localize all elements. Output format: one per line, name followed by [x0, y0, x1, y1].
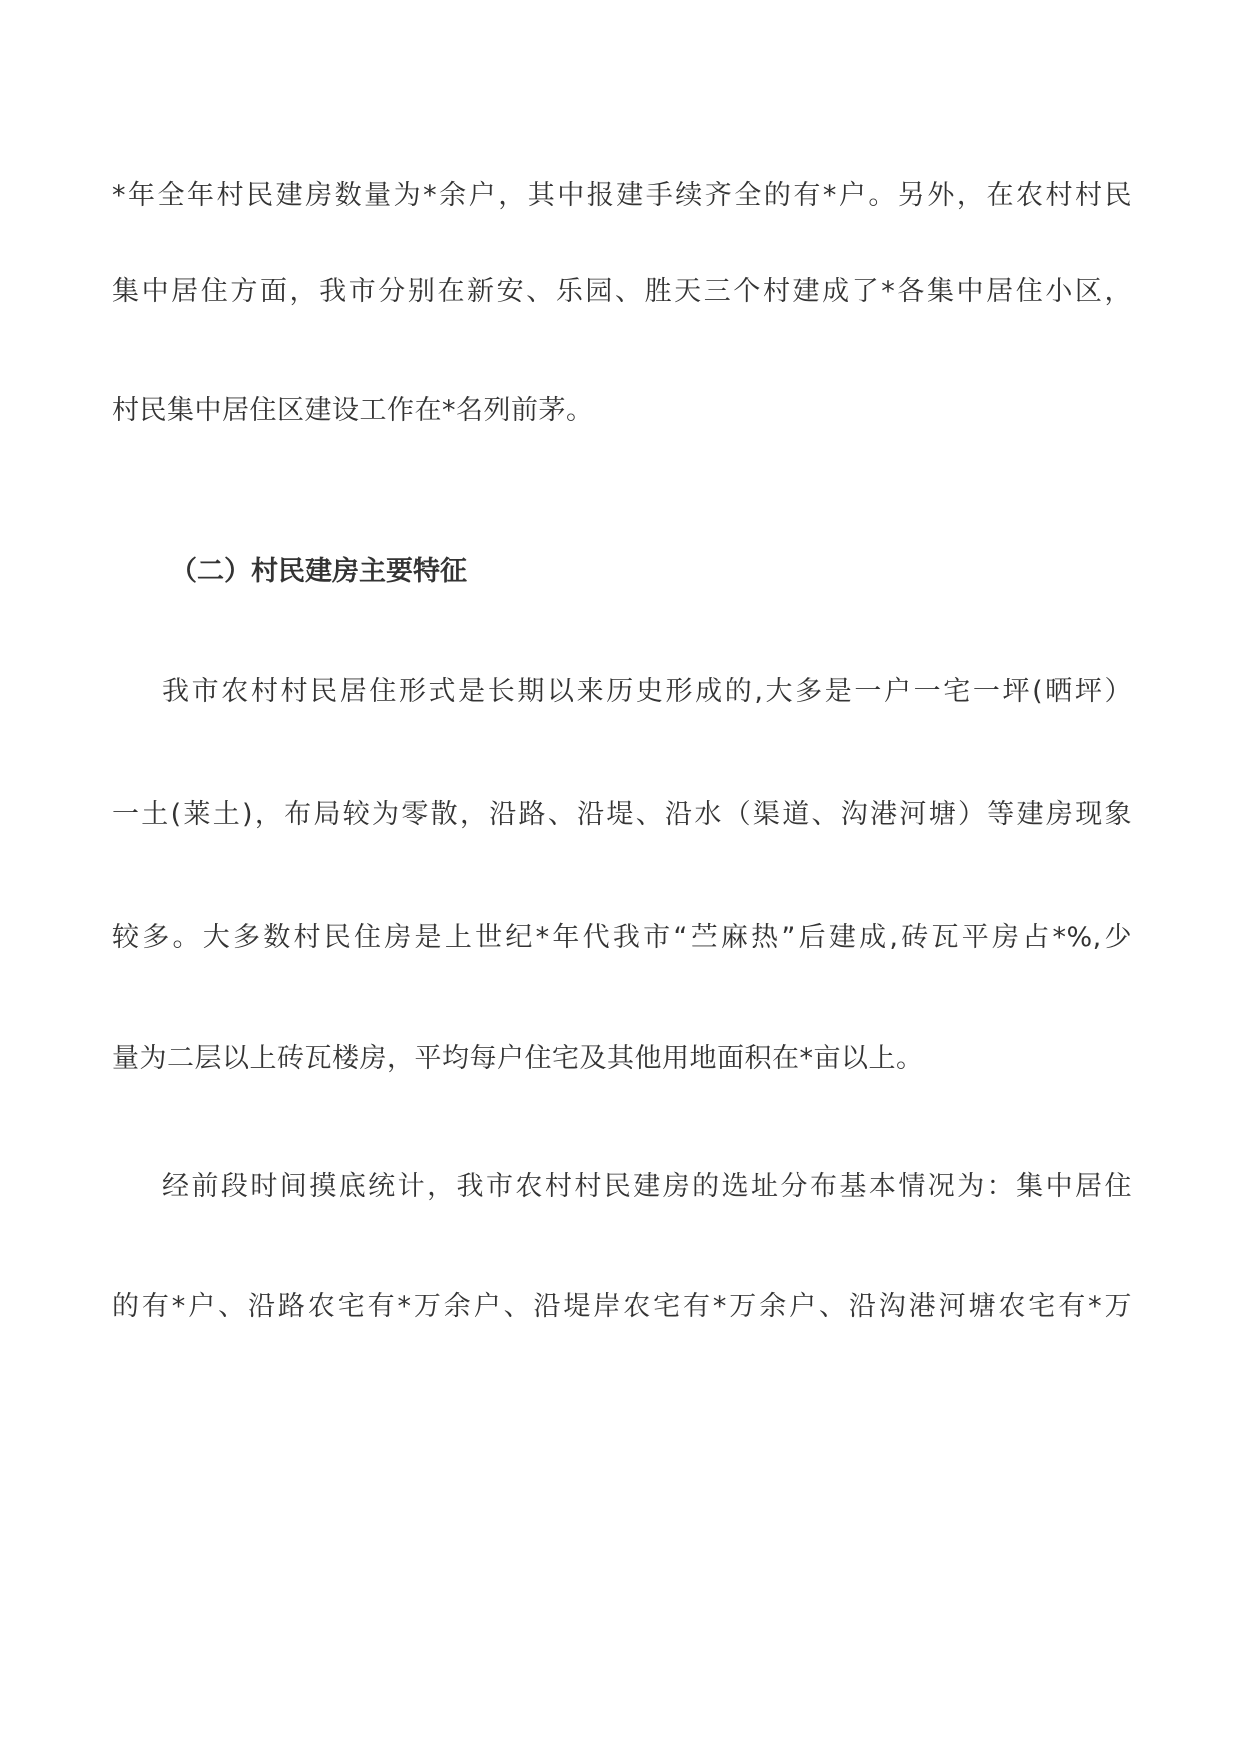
paragraph-3-line-1: 经前段时间摸底统计，我市农村村民建房的选址分布基本情况为：集中居住 — [162, 1171, 1132, 1202]
paragraph-2-line-3: 较多。大多数村民住房是上世纪*年代我市“苎麻热”后建成,砖瓦平房占*%,少 — [112, 922, 1132, 953]
paragraph-2-line-4: 量为二层以上砖瓦楼房，平均每户住宅及其他用地面积在*亩以上。 — [112, 1043, 924, 1074]
section-heading: （二）村民建房主要特征 — [170, 556, 467, 587]
paragraph-1-line-2: 集中居住方面，我市分别在新安、乐园、胜天三个村建成了*各集中居住小区， — [112, 276, 1132, 307]
paragraph-2-line-2: 一土(莱土)，布局较为零散，沿路、沿堤、沿水（渠道、沟港河塘）等建房现象 — [112, 799, 1132, 830]
paragraph-1-line-3: 村民集中居住区建设工作在*名列前茅。 — [112, 395, 594, 426]
paragraph-2-line-1: 我市农村村民居住形式是长期以来历史形成的,大多是一户一宅一坪(晒坪） — [162, 676, 1132, 707]
paragraph-3-line-2: 的有*户、沿路农宅有*万余户、沿堤岸农宅有*万余户、沿沟港河塘农宅有*万 — [112, 1291, 1132, 1322]
paragraph-1-line-1: *年全年村民建房数量为*余户，其中报建手续齐全的有*户。另外，在农村村民 — [112, 180, 1132, 211]
